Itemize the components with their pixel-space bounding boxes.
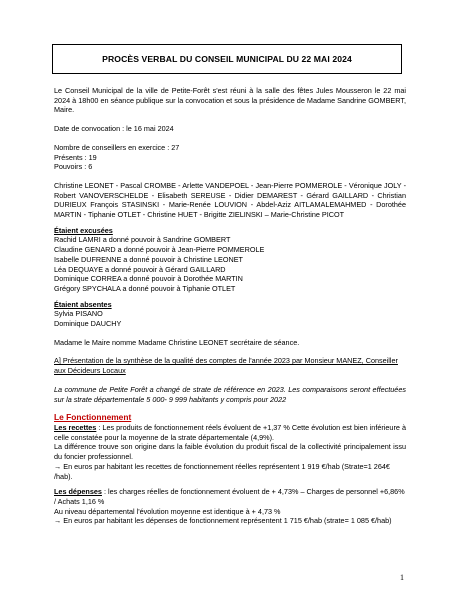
- convocation-date: Date de convocation : le 16 mai 2024: [54, 124, 174, 134]
- recettes-difference: La différence trouve son origine dans la faible évolution du produit fiscal de la collectivité principalement issu du foncier professionnel.: [54, 442, 406, 462]
- document-body: [54, 86, 406, 526]
- attendees-list: Christine LEONET - Pascal CROMBE - Arlette VANDEPOEL - Jean-Pierre POMMEROLE - Véronique JOLY - Robert VANOVERSCHELDE - Elisabeth SEREUSE - Didier DEMAREST - Gérard GAILLARD - Christian DURIEUX François STASINSKI - Marie-Renée LOUVION - Abdel-Aziz AITLAMALEMAHMED - Dorothée MARTIN - Tiphanie OTLET - Christine HUET - Brigitte ZIELINSKI – Marie-Christine PICOT: [54, 180, 406, 220]
- title-box: [52, 44, 402, 74]
- recettes-paragraph: [54, 423, 406, 442]
- excused-item: Dominique CORREA a donné pouvoir à Dorothée MARTIN: [54, 274, 243, 284]
- excused-item: Léa DEQUAYE a donné pouvoir à Gérard GAILLARD: [54, 264, 226, 274]
- depenses-paragraph: [54, 487, 406, 506]
- absent-item: Dominique DAUCHY: [54, 319, 122, 329]
- strate-note: La commune de Petite Forêt a changé de strate de référence en 2023. Les comparaisons seront effectuées sur la strate départementale 5 000- 9 999 habitants y compris pour 2022: [54, 384, 406, 404]
- count-exercice: Nombre de conseillers en exercice : 27: [54, 142, 180, 152]
- secretary-line: Madame le Maire nomme Madame Christine LEONET secrétaire de séance.: [54, 337, 300, 347]
- recettes-text: : Les produits de fonctionnement réels évoluent de +1,37 % Cette évolution est bien inférieure à celle constatée pour la moyenne de la strate départementale (4,9%).: [54, 422, 406, 442]
- intro-paragraph: Le Conseil Municipal de la ville de Petite-Forêt s'est réuni à la salle des fêtes Jules Mousseron le 22 mai 2024 à 18h00 en séance publique sur la convocation et sous la présidence de Madame Sandrine GOMBERT, Maire.: [54, 86, 406, 115]
- section-fonctionnement-heading: Le Fonctionnement: [54, 412, 132, 423]
- excused-heading: Étaient excusées: [54, 225, 113, 235]
- agenda-item-a: A] Présentation de la synthèse de la qualité des comptes de l'année 2023 par Monsieur MANEZ, Conseiller aux Décideurs Locaux: [54, 356, 398, 376]
- depenses-per-habitant: → En euros par habitant les dépenses de fonctionnement représentent 1 715 €/hab (strate= 1 085 €/hab): [54, 516, 392, 526]
- count-pouvoirs: Pouvoirs : 6: [54, 162, 93, 172]
- depenses-label: Les dépenses: [54, 487, 102, 497]
- absent-item: Sylvia PISANO: [54, 309, 103, 319]
- recettes-label: Les recettes: [54, 422, 97, 432]
- document-title: PROCÈS VERBAL DU CONSEIL MUNICIPAL DU 22 MAI 2024: [102, 54, 352, 64]
- absent-heading: Étaient absentes: [54, 299, 112, 309]
- recettes-per-habitant: → En euros par habitant les recettes de fonctionnement réelles représentent 1 919 €/hab (Strate=1 264€ /hab).: [54, 461, 390, 481]
- excused-item: Rachid LAMRI a donné pouvoir à Sandrine GOMBERT: [54, 235, 231, 245]
- excused-item: Claudine GENARD a donné pouvoir à Jean-Pierre POMMEROLE: [54, 245, 265, 255]
- page-number: 1: [400, 573, 404, 582]
- excused-item: Isabelle DUFRENNE a donné pouvoir à Christine LEONET: [54, 254, 243, 264]
- excused-item: Grégory SPYCHALA a donné pouvoir à Tiphanie OTLET: [54, 283, 236, 293]
- depenses-niveau: Au niveau départemental l'évolution moyenne est identique à + 4,73 %: [54, 506, 281, 516]
- count-presents: Présents : 19: [54, 152, 97, 162]
- depenses-text: : les charges réelles de fonctionnement évoluent de + 4,73% – Charges de personnel +6,86% / Achats 1,16 %: [54, 487, 405, 506]
